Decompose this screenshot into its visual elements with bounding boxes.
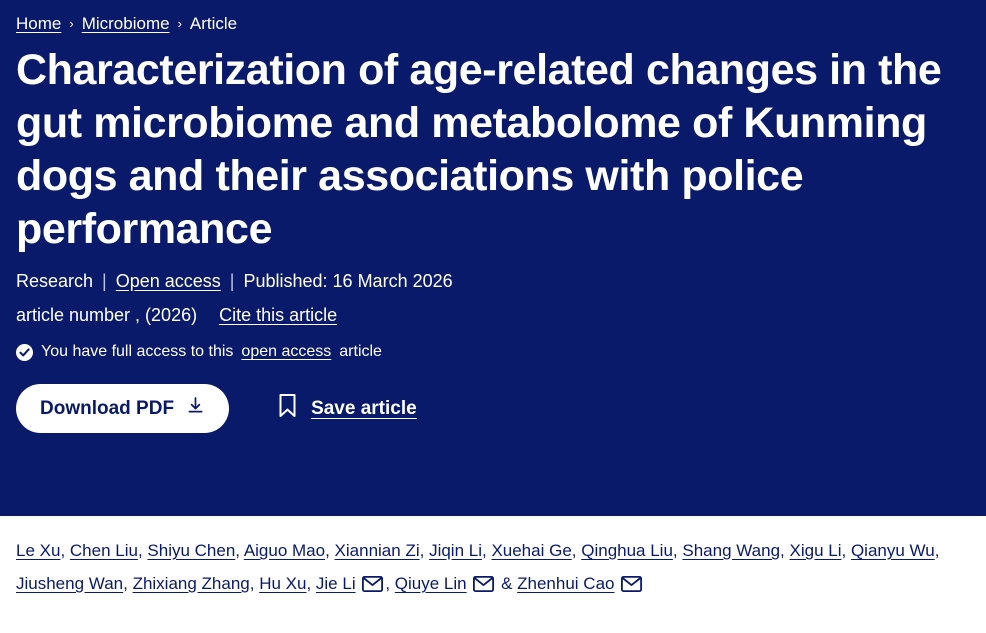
download-icon: [186, 396, 205, 421]
download-pdf-button[interactable]: [16, 384, 229, 433]
author-separator: ,: [780, 541, 790, 560]
author-separator: ,: [249, 574, 260, 593]
article-type: Research: [16, 271, 94, 291]
author-link[interactable]: Qiuye Lin: [394, 574, 467, 593]
author-separator: ,: [235, 541, 244, 560]
breadcrumb-separator-icon: ›: [177, 16, 182, 31]
author-separator: ,: [841, 541, 851, 560]
author-link[interactable]: Zhenhui Cao: [517, 574, 615, 593]
email-icon[interactable]: [362, 570, 383, 603]
save-article-button[interactable]: [277, 393, 417, 424]
author-separator: &: [496, 574, 518, 593]
cite-this-article-link[interactable]: Cite this article: [219, 305, 338, 325]
open-access-inline-link[interactable]: open access: [241, 343, 332, 360]
author-link[interactable]: Shiyu Chen: [147, 541, 236, 560]
breadcrumb-item-home[interactable]: Home: [16, 14, 62, 33]
author-separator: ,: [325, 541, 335, 560]
save-article-label: Save article: [311, 397, 417, 419]
published-date: Published: 16 March 2026: [243, 271, 453, 291]
breadcrumb-separator-icon: ›: [69, 16, 74, 31]
meta-divider: |: [102, 271, 107, 291]
author-link[interactable]: Shang Wang: [682, 541, 781, 560]
author-separator: ,: [934, 541, 940, 560]
author-link[interactable]: Xiannian Zi: [334, 541, 420, 560]
page-title: Characterization of age-related changes in the gut microbiome and metabolome of Kunming dogs and their associations with police performance: [16, 46, 942, 253]
breadcrumb-item-article: Article: [189, 14, 238, 33]
full-access-suffix: article: [339, 343, 382, 360]
breadcrumb: [16, 14, 972, 34]
email-icon[interactable]: [473, 570, 494, 603]
download-pdf-label: Download PDF: [40, 397, 175, 419]
author-list: [0, 516, 986, 603]
author-link[interactable]: Jiusheng Wan: [16, 574, 124, 593]
article-number: article number , (2026): [16, 305, 198, 325]
bookmark-icon: [277, 393, 298, 424]
author-separator: ,: [123, 574, 133, 593]
author-link[interactable]: Le Xu: [16, 541, 61, 560]
breadcrumb-item-microbiome[interactable]: Microbiome: [81, 14, 170, 33]
author-separator: ,: [385, 574, 395, 593]
author-link[interactable]: Aiguo Mao: [243, 541, 326, 560]
author-separator: ,: [672, 541, 683, 560]
author-link[interactable]: Jie Li: [315, 574, 356, 593]
author-separator: ,: [60, 541, 70, 560]
article-meta-secondary: [16, 304, 972, 326]
full-access-notice: [16, 342, 972, 362]
author-link[interactable]: Jiqin Li: [429, 541, 482, 560]
check-circle-icon: [16, 344, 33, 361]
author-link[interactable]: Qianyu Wu: [850, 541, 935, 560]
article-actions: [16, 384, 972, 433]
author-link[interactable]: Zhixiang Zhang: [132, 574, 250, 593]
meta-divider: |: [229, 271, 235, 291]
author-link[interactable]: Xuehai Ge: [491, 541, 572, 560]
author-separator: ,: [571, 541, 582, 560]
author-link[interactable]: Xigu Li: [789, 541, 842, 560]
author-separator: ,: [419, 541, 430, 560]
article-meta: [16, 270, 972, 292]
author-link[interactable]: Hu Xu: [259, 574, 307, 593]
open-access-link[interactable]: Open access: [115, 271, 221, 291]
author-separator: ,: [306, 574, 316, 593]
author-separator: ,: [137, 541, 148, 560]
full-access-text: You have full access to this: [41, 343, 234, 360]
author-link[interactable]: Chen Liu: [69, 541, 138, 560]
author-separator: ,: [481, 541, 492, 560]
email-icon[interactable]: [621, 570, 642, 603]
author-link[interactable]: Qinghua Liu: [581, 541, 673, 560]
